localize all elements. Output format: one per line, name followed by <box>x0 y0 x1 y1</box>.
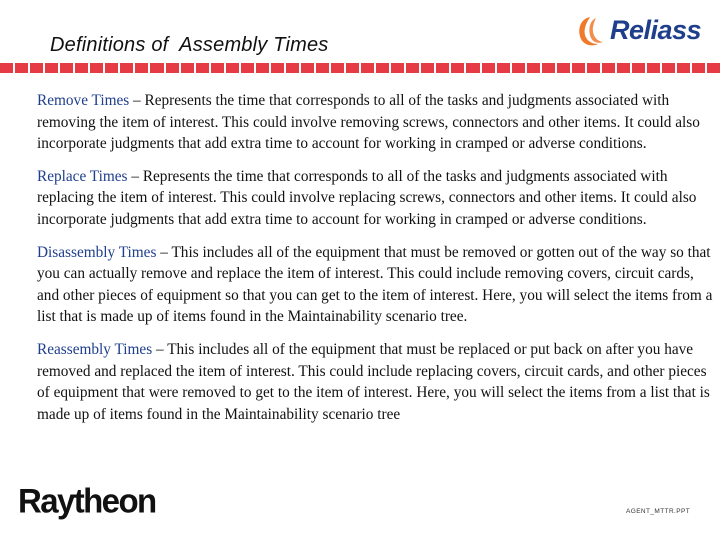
page-title: Definitions of Assembly Times <box>50 34 329 56</box>
definition-replace-times <box>37 166 717 231</box>
header-band <box>0 63 720 73</box>
raytheon-logo: Raytheon <box>18 483 160 519</box>
definition-text: – Represents the time that corresponds to all of the tasks and judgments associated with removing the item of interest. This could involve removing screws, connectors and other items. It could also incorporate judgments that add extra time to account for working in cramped or adverse conditions. <box>37 92 700 153</box>
term-replace-times: Replace Times <box>37 167 128 185</box>
term-remove-times: Remove Times <box>37 92 130 109</box>
term-reassembly-times: Reassembly Times <box>37 340 153 358</box>
definition-text: – This includes all of the equipment that must be replaced or put back on after you have removed and replaced the item of interest. This could include replacing covers, circuit cards, and other pieces of equipment that were removed to get to the item of interest. Here, you will select the items from a list that is made up of items found in the Maintainability scenario tree <box>37 340 710 423</box>
reliass-logo-text: Reliass <box>610 15 702 45</box>
definition-text: – Represents the time that corresponds to all of the tasks and judgments associated with replacing the item of interest. This could involve replacing screws, connectors and other items. It could also incorporate judgments that add extra time to account for working in cramped or adverse conditions. <box>37 167 697 228</box>
definition-disassembly-times <box>37 242 717 328</box>
footer-file-code: AGENT_MTTR.PPT <box>626 508 691 515</box>
definition-reassembly-times <box>37 339 717 425</box>
reliass-logo <box>576 14 704 48</box>
definition-remove-times <box>37 90 717 155</box>
definitions-list <box>37 90 717 436</box>
definition-text: – This includes all of the equipment that must be removed or gotten out of the way so that you can actually remove and replace the item of interest. This could include removing covers, circuit cards, and other pieces of equipment so that you can get to the item of interest. Here, you will select the items from a list that is made up of items found in the Maintainability scenario tree. <box>37 243 713 326</box>
reliass-swoosh-icon <box>576 14 612 48</box>
term-disassembly-times: Disassembly Times <box>37 243 157 261</box>
